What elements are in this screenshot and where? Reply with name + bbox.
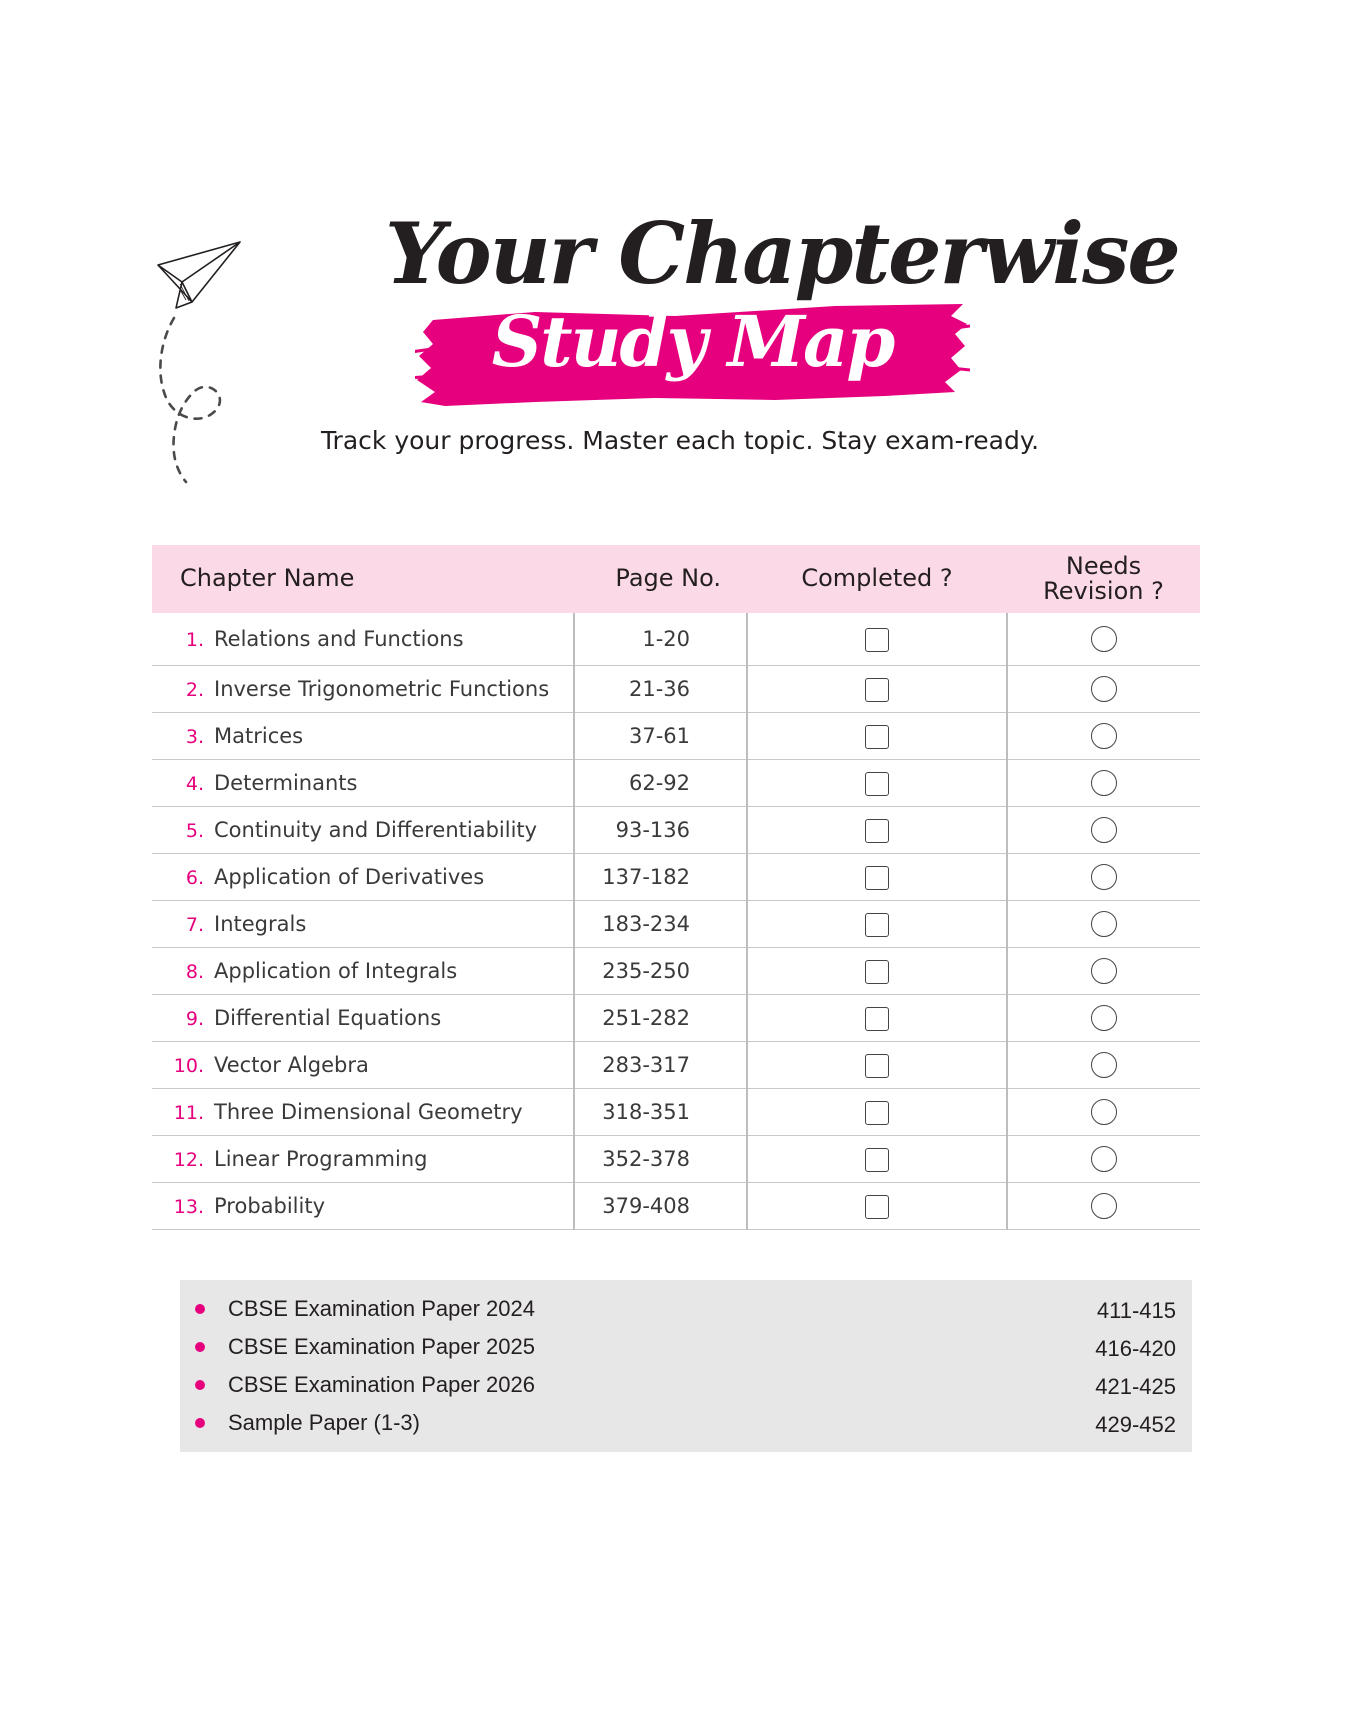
page-range: 37-61 — [574, 713, 747, 760]
page-title: Your Chapterwise — [385, 204, 1179, 303]
revision-radio-icon[interactable] — [1091, 1146, 1117, 1172]
chapter-name-cell — [152, 854, 574, 901]
page-range: 251-282 — [574, 995, 747, 1042]
table-row — [152, 948, 1200, 995]
page-range: 1-20 — [574, 613, 747, 666]
revision-radio-icon[interactable] — [1091, 1005, 1117, 1031]
revision-radio-icon[interactable] — [1091, 1052, 1117, 1078]
revision-cell — [1007, 713, 1200, 760]
chapter-name: Application of Integrals — [214, 959, 458, 983]
revision-radio-icon[interactable] — [1091, 817, 1117, 843]
chapter-name: Inverse Trigonometric Functions — [214, 677, 550, 701]
chapter-name: Integrals — [214, 912, 307, 936]
chapter-number: 10. — [173, 1055, 204, 1077]
chapter-name-cell — [152, 613, 574, 666]
chapter-name-cell — [152, 760, 574, 807]
exam-paper-label: CBSE Examination Paper 2025 — [228, 1334, 535, 1359]
chapter-number: 9. — [185, 1008, 204, 1030]
completed-cell — [747, 807, 1007, 854]
revision-cell — [1007, 807, 1200, 854]
revision-cell — [1007, 1136, 1200, 1183]
revision-cell — [1007, 760, 1200, 807]
tagline: Track your progress. Master each topic. Stay exam-ready. — [320, 426, 1040, 455]
page-range: 235-250 — [574, 948, 747, 995]
revision-radio-icon[interactable] — [1091, 958, 1117, 984]
exam-paper-label: Sample Paper (1-3) — [228, 1410, 420, 1435]
revision-radio-icon[interactable] — [1091, 676, 1117, 702]
header-needs-revision-line2: Revision ? — [1043, 577, 1164, 605]
chapter-name: Differential Equations — [214, 1006, 442, 1030]
chapter-table — [152, 545, 1200, 1230]
revision-radio-icon[interactable] — [1091, 911, 1117, 937]
chapter-number: 1. — [185, 629, 204, 651]
completed-checkbox-icon[interactable] — [865, 866, 889, 890]
chapter-name: Matrices — [214, 724, 304, 748]
table-row — [152, 1183, 1200, 1230]
chapter-name-cell — [152, 713, 574, 760]
page-range: 379-408 — [574, 1183, 747, 1230]
table-row — [152, 995, 1200, 1042]
completed-checkbox-icon[interactable] — [865, 1101, 889, 1125]
bullet-dot-icon — [195, 1418, 205, 1428]
bullet-dot-icon — [195, 1380, 205, 1390]
revision-radio-icon[interactable] — [1091, 1193, 1117, 1219]
table-row — [152, 1042, 1200, 1089]
chapter-name-cell — [152, 948, 574, 995]
list-item — [180, 1330, 1192, 1368]
exam-paper-pages: 421-425 — [1095, 1374, 1176, 1399]
revision-radio-icon[interactable] — [1091, 626, 1117, 652]
completed-cell — [747, 1089, 1007, 1136]
chapter-number: 2. — [185, 679, 204, 701]
chapter-name: Vector Algebra — [214, 1053, 369, 1077]
completed-cell — [747, 666, 1007, 713]
completed-cell — [747, 948, 1007, 995]
revision-radio-icon[interactable] — [1091, 1099, 1117, 1125]
table-row — [152, 1089, 1200, 1136]
list-item — [180, 1406, 1192, 1444]
chapter-name: Relations and Functions — [214, 627, 464, 651]
bullet-dot-icon — [195, 1304, 205, 1314]
completed-checkbox-icon[interactable] — [865, 772, 889, 796]
completed-cell — [747, 995, 1007, 1042]
table-row — [152, 760, 1200, 807]
chapter-name: Linear Programming — [214, 1147, 428, 1171]
chapter-name-cell — [152, 666, 574, 713]
completed-checkbox-icon[interactable] — [865, 725, 889, 749]
header-needs-revision-line1: Needs — [1065, 551, 1142, 580]
chapter-name: Three Dimensional Geometry — [214, 1100, 523, 1124]
revision-cell — [1007, 666, 1200, 713]
page-range: 283-317 — [574, 1042, 747, 1089]
revision-cell — [1007, 1089, 1200, 1136]
completed-checkbox-icon[interactable] — [865, 913, 889, 937]
completed-cell — [747, 854, 1007, 901]
table-row — [152, 713, 1200, 760]
exam-paper-pages: 416-420 — [1095, 1336, 1176, 1361]
list-item — [180, 1368, 1192, 1406]
page-range: 183-234 — [574, 901, 747, 948]
header-page-no: Page No. — [574, 545, 747, 613]
revision-cell — [1007, 948, 1200, 995]
chapter-number: 3. — [185, 726, 204, 748]
completed-checkbox-icon[interactable] — [865, 819, 889, 843]
revision-radio-icon[interactable] — [1091, 770, 1117, 796]
chapter-name: Application of Derivatives — [214, 865, 485, 889]
completed-checkbox-icon[interactable] — [865, 678, 889, 702]
revision-cell — [1007, 995, 1200, 1042]
table-row — [152, 854, 1200, 901]
page-range: 352-378 — [574, 1136, 747, 1183]
completed-checkbox-icon[interactable] — [865, 1054, 889, 1078]
completed-checkbox-icon[interactable] — [865, 960, 889, 984]
chapter-name: Probability — [214, 1194, 326, 1218]
exam-paper-pages: 411-415 — [1096, 1298, 1176, 1323]
completed-checkbox-icon[interactable] — [865, 1195, 889, 1219]
completed-checkbox-icon[interactable] — [865, 628, 889, 652]
list-item — [180, 1292, 1192, 1330]
completed-cell — [747, 713, 1007, 760]
exam-paper-label: CBSE Examination Paper 2024 — [228, 1296, 535, 1321]
chapter-number: 8. — [185, 961, 204, 983]
revision-cell — [1007, 1183, 1200, 1230]
chapter-name-cell — [152, 1183, 574, 1230]
chapter-number: 6. — [185, 867, 204, 889]
completed-cell — [747, 760, 1007, 807]
bullet-dot-icon — [195, 1342, 205, 1352]
revision-radio-icon[interactable] — [1091, 723, 1117, 749]
page-subtitle: Study Map — [491, 300, 894, 383]
table-row — [152, 807, 1200, 854]
chapter-name-cell — [152, 995, 574, 1042]
table-row — [152, 901, 1200, 948]
chapter-name-cell — [152, 901, 574, 948]
completed-cell — [747, 1136, 1007, 1183]
exam-paper-pages: 429-452 — [1095, 1412, 1176, 1437]
table-header-row — [152, 545, 1200, 613]
completed-checkbox-icon[interactable] — [865, 1007, 889, 1031]
exam-paper-label: CBSE Examination Paper 2026 — [228, 1372, 535, 1397]
page-range: 62-92 — [574, 760, 747, 807]
chapter-number: 13. — [173, 1196, 204, 1218]
chapter-name-cell — [152, 1042, 574, 1089]
completed-cell — [747, 1183, 1007, 1230]
revision-radio-icon[interactable] — [1091, 864, 1117, 890]
page-range: 137-182 — [574, 854, 747, 901]
table-row — [152, 613, 1200, 666]
paper-plane-icon — [150, 230, 250, 490]
header-completed: Completed ? — [747, 545, 1007, 613]
header-needs-revision — [1007, 545, 1200, 613]
exam-papers-box — [180, 1280, 1192, 1452]
page-range: 318-351 — [574, 1089, 747, 1136]
completed-cell — [747, 613, 1007, 666]
chapter-name: Continuity and Differentiability — [214, 818, 538, 842]
revision-cell — [1007, 901, 1200, 948]
revision-cell — [1007, 1042, 1200, 1089]
chapter-number: 5. — [185, 820, 204, 842]
table-row — [152, 1136, 1200, 1183]
chapter-name-cell — [152, 1089, 574, 1136]
chapter-number: 12. — [173, 1149, 204, 1171]
completed-cell — [747, 901, 1007, 948]
completed-cell — [747, 1042, 1007, 1089]
revision-cell — [1007, 854, 1200, 901]
page-range: 93-136 — [574, 807, 747, 854]
chapter-name-cell — [152, 807, 574, 854]
table-row — [152, 666, 1200, 713]
chapter-name: Determinants — [214, 771, 358, 795]
revision-cell — [1007, 613, 1200, 666]
completed-checkbox-icon[interactable] — [865, 1148, 889, 1172]
header-chapter-name: Chapter Name — [152, 545, 574, 613]
chapter-number: 4. — [185, 773, 204, 795]
chapter-number: 7. — [185, 914, 204, 936]
chapter-number: 11. — [173, 1102, 204, 1124]
chapter-name-cell — [152, 1136, 574, 1183]
page-range: 21-36 — [574, 666, 747, 713]
